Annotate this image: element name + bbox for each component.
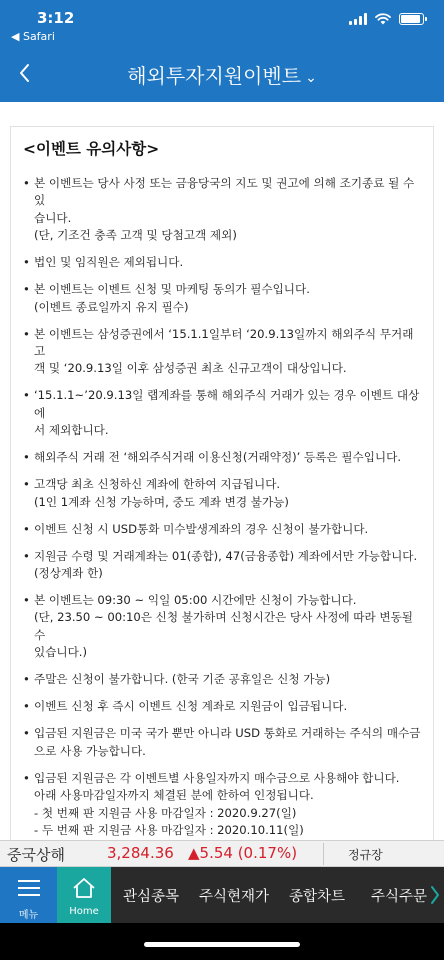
event-content[interactable] <box>0 102 444 840</box>
wifi-icon <box>375 13 391 25</box>
ticker-change: ▲5.54 (0.17%) <box>188 844 298 862</box>
chevron-right-icon[interactable] <box>430 883 440 907</box>
home-icon <box>72 877 96 899</box>
notice-line: 객 및 ‘20.9.13일 이후 삼성증권 최초 신규고객이 대상입니다. <box>34 361 347 376</box>
notice-item <box>23 387 423 439</box>
notice-line: 있습니다.) <box>34 645 88 660</box>
page-title-text: 해외투자지원이벤트 <box>127 64 302 88</box>
notice-line: • 본 이벤트는 당사 사정 또는 금융당국의 지도 및 권고에 의해 조기종료 될 수 있 <box>34 176 415 208</box>
notice-line: • 이벤트 신청 후 즉시 이벤트 신청 계좌로 지원금이 입금됩니다. <box>34 699 348 714</box>
notice-line: • 입금된 지원금은 각 이벤트별 사용일자까지 매수금으로 사용해야 합니다. <box>34 770 400 785</box>
notice-line: (이벤트 종료일까지 유지 필수) <box>34 299 189 314</box>
notice-line: - 첫 번째 판 지원금 사용 마감일자 : 2020.9.27(일) <box>34 805 297 820</box>
app-header <box>0 46 444 102</box>
ticker-divider <box>323 843 324 865</box>
notice-line: • 법인 및 임직원은 제외됩니다. <box>34 255 184 270</box>
menu-button[interactable] <box>0 867 57 923</box>
ticker-name: 중국상해 <box>7 846 65 864</box>
notice-line: • 주말은 신청이 불가합니다. (한국 기준 공휴일은 신청 가능) <box>34 672 331 687</box>
ticker-value: 3,284.36 <box>107 844 174 862</box>
notice-line: 아래 사용마감일자까지 체결된 분에 한하여 인정됩니다. <box>34 788 314 803</box>
notice-line: • 본 이벤트는 이벤트 신청 및 마케팅 동의가 필수입니다. <box>34 282 310 297</box>
nav-item-watchlist[interactable]: 관심종목 <box>123 889 180 905</box>
notice-line: • 입금된 지원금은 미국 국가 뿐만 아니라 USD 통화로 거래하는 주식의 매수금 <box>34 726 421 741</box>
notice-item <box>23 698 423 715</box>
notice-item <box>23 725 423 760</box>
notice-item <box>23 592 423 662</box>
notice-line: • 이벤트 신청 시 USD통화 미수발생계좌의 경우 신청이 불가합니다. <box>34 521 369 536</box>
notice-line: 서 제외합니다. <box>34 423 109 438</box>
status-icons <box>349 13 424 25</box>
home-button[interactable] <box>57 867 111 923</box>
page-title[interactable] <box>0 60 444 89</box>
notice-item <box>23 449 423 466</box>
nav-item-chart[interactable]: 종합차트 <box>289 889 346 905</box>
status-time: 3:12 <box>37 9 75 27</box>
notice-line: (단, 기조건 충족 고객 및 당첨고객 제외) <box>34 228 237 243</box>
hamburger-menu-icon <box>17 877 41 899</box>
notice-line: 습니다. <box>34 210 72 225</box>
notice-heading: <이벤트 유의사항> <box>23 140 160 158</box>
nav-item-order[interactable]: 주식주문 <box>371 889 428 905</box>
notice-line: • 본 이벤트는 삼성증권에서 ‘15.1.1일부터 ‘20.9.13일까지 해외주식 무거래 고 <box>34 326 414 359</box>
notice-line: • 고객당 최초 신청하신 계좌에 한하여 지급됩니다. <box>34 477 281 492</box>
notice-item <box>23 326 423 378</box>
battery-icon <box>399 13 424 25</box>
chevron-down-icon: ⌄ <box>305 69 317 86</box>
notice-line: - 두 번째 판 지원금 사용 마감일자 : 2020.10.11(일) <box>34 822 304 837</box>
notice-line: • 지원금 수령 및 거래계좌는 01(종합), 47(금융종합) 계좌에서만 가능합니다. <box>34 548 418 563</box>
back-to-safari-link[interactable]: ◀ Safari <box>11 30 55 43</box>
notice-item <box>23 548 423 583</box>
notice-item <box>23 281 423 316</box>
notice-line: (단, 23.50 ~ 00:10은 신청 불가하며 신청시간은 당사 사정에 따라 변동될 수 <box>34 610 413 642</box>
bottom-nav <box>0 867 444 923</box>
nav-item-stock-price[interactable]: 주식현재가 <box>199 889 270 905</box>
notice-item <box>23 521 423 538</box>
notice-line: • 본 이벤트는 09:30 ~ 익일 05:00 시간에만 신청이 가능합니다. <box>34 593 357 608</box>
home-indicator-area <box>0 923 444 960</box>
cellular-signal-icon <box>349 13 367 25</box>
notice-box <box>10 126 434 840</box>
notice-item <box>23 671 423 688</box>
notice-line: • 해외주식 거래 전 ‘해외주식거래 이용신청(거래약정)’ 등록은 필수입니다. <box>34 450 402 465</box>
notice-item <box>23 254 423 271</box>
notice-line: • ‘15.1.1~’20.9.13일 랩계좌를 통해 해외주식 거래가 있는 경우 이벤트 대상에 <box>34 388 420 420</box>
home-indicator[interactable] <box>144 942 300 947</box>
notice-line: (1인 1계좌 신청 가능하며, 중도 계좌 변경 불가능) <box>34 494 289 509</box>
notice-item <box>23 770 423 840</box>
market-session-status: 정규장 <box>348 848 383 862</box>
home-label: Home <box>69 906 99 917</box>
notice-line: (정상계좌 한) <box>34 566 103 581</box>
notice-item <box>23 175 423 245</box>
notice-list <box>23 175 423 840</box>
index-ticker[interactable] <box>0 840 444 867</box>
notice-line: 으로 사용 가능합니다. <box>34 743 146 758</box>
menu-label: 메뉴 <box>18 910 39 921</box>
notice-item <box>23 476 423 511</box>
status-bar <box>0 0 444 46</box>
